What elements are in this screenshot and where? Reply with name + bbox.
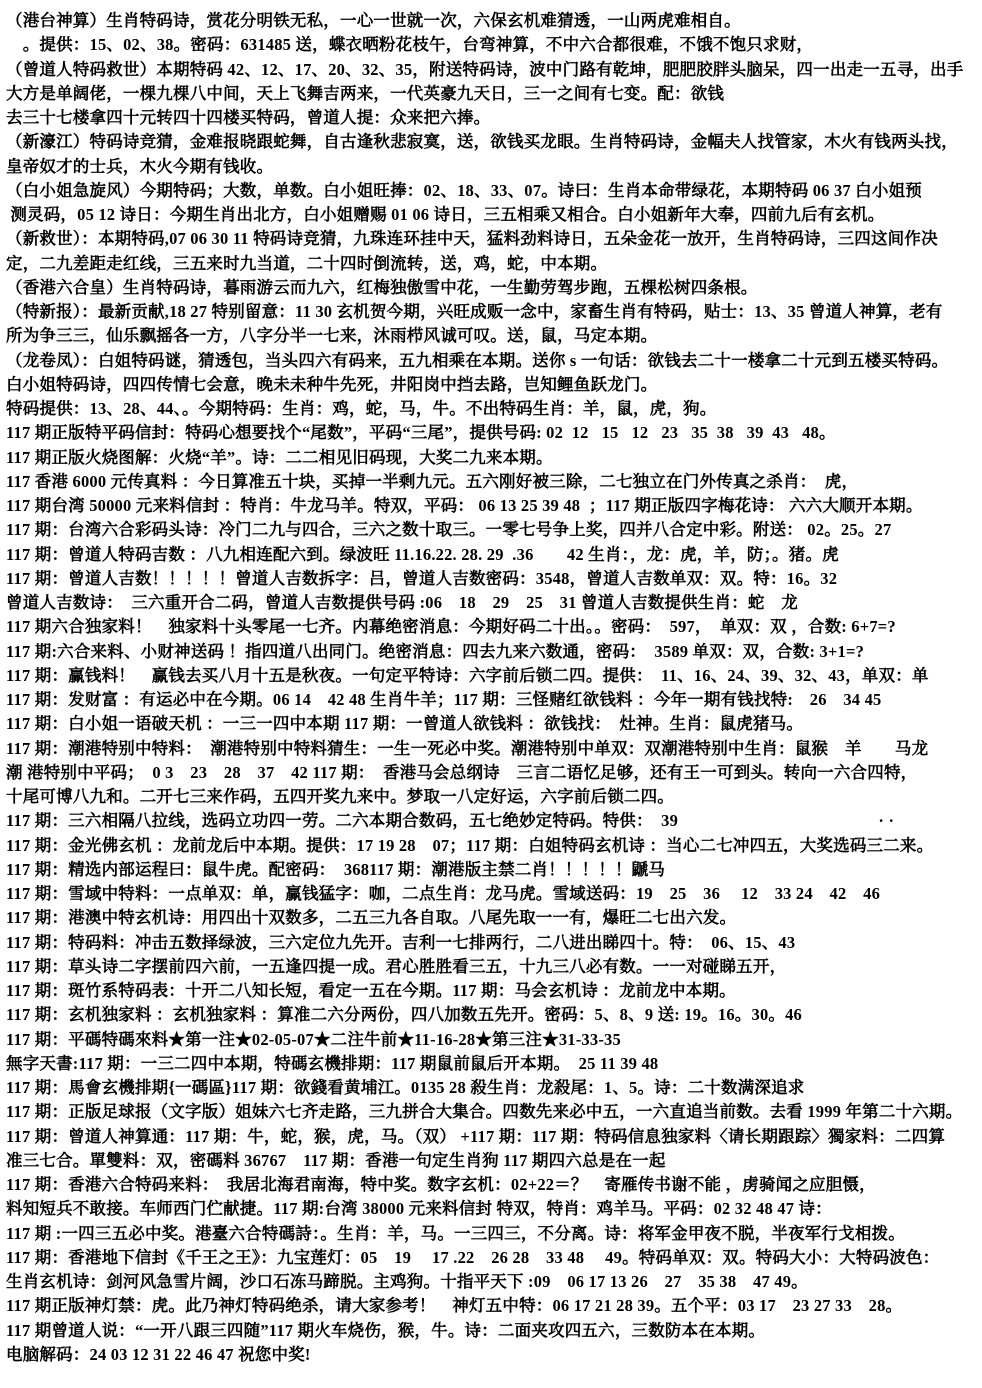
text-line: 定，二九差距走红线，三五来时九当道，二十四时倒流转，送，鸡，蛇，中本期。 (6, 253, 608, 273)
text-line: （特新报）：最新贡献,18 27 特别留意：11 30 玄机贺今期，兴旺成贩一念中，家畜生肖有特码，贴士：13、35 曾道人神算，老有 (6, 302, 943, 321)
computer-decode-line: 电脑解码：24 03 12 31 22 46 47 祝您中奖! (6, 1344, 311, 1364)
text-line: 117 期：曾道人神算通：117 期：牛，蛇，猴，虎，马。（双） +117 期：117 期：特码信息独家料〈请长期跟踪〉獨家料：二四算 (6, 1126, 946, 1146)
text-line: 117 期 :一四三五必中奖。港臺六合特碼詩：。生肖：羊，马。一三四三，不分离。诗：将军金甲夜不脱，半夜军行戈相拨。 (6, 1223, 905, 1243)
text-line: （龙卷凤）：白姐特码谜，猜透包，当头四六有码来，五九相乘在本期。送你 s 一句话：欲钱去二十一楼拿二十元到五楼买特码。 (6, 350, 949, 370)
text-line: 117 期曾道人说：“一开八跟三四随”117 期火车烧伤，猴，牛。诗：二面夹攻四五六，三数防本在本期。 (6, 1320, 766, 1340)
text-line: 無字天書:117 期：一三二四中本期，特碼玄機排期：117 期鼠前鼠后开本期。 25 11 39 48 (6, 1053, 659, 1073)
text-line: 117 期：潮港特别中特料： 潮港特别中特料猜生：一生一死必中奖。潮港特别中单双：双潮港特别中生肖：鼠猴 羊 马龙 (6, 738, 929, 758)
text-line: 117 期正版神灯禁：虎。此乃神灯特码绝杀，请大家参考！ 神灯五中特：06 17 21 28 39。五个平：03 17 23 27 33 28。 (6, 1296, 903, 1316)
text-line: 117 期：台湾六合彩码头诗：冷门二九与四合，三六之数十取三。一零七号争上奖，四并八合定中彩。附送： 02。25。27 (6, 520, 892, 540)
text-line: 生肖玄机诗：剑河风急雪片阔，沙口石冻马蹄脱。主鸡狗。十指平天下 :09 06 17 13 26 27 35 38 47 49。 (6, 1272, 808, 1291)
text-line: 117 期正版火烧图解：火烧“羊”。诗：二二相见旧码现，大奖二九来本期。 (6, 447, 553, 467)
text-line: （港台神算）生肖特码诗，赏花分明铁无私，一心一世就一次，六保玄机难猜透，一山两虎难相自。 (6, 11, 741, 30)
text-line: 117 期：雪域中特料：一点单双：单，赢钱猛字：咖，二点生肖：龙马虎。雪域送码：19 25 36 12 33 24 42 46 (6, 884, 881, 903)
text-line: 大方是单阔佬，一棵九棵八中间，天上飞舞吉两来，一代英豪九天日，三一之间有七变。配：欲钱 (6, 83, 725, 103)
text-line: 所为争三三，仙乐飘摇各一方，八字分半一七来，沐雨栉风诚可叹。送，鼠，马定本期。 (6, 326, 658, 346)
text-line: 117 香港 6000 元传真料 ：今日算准五十块，买掉一半剩九元。五六刚好被三除，二七独立在门外传真之杀肖： 虎， (6, 471, 859, 491)
text-line: 117 期：玄机独家料 ：玄机独家料 ：算准二六分两份，四八加数五先开。密码：5、8、9 送: 19。16。30。46 (6, 1005, 803, 1025)
text-line: （新濠江）特码诗竞猜，金难报晓跟蛇舞，自古逢秋悲寂寞，送，欲钱买龙眼。生肖特码诗，金幅夫人找管家，木火有钱两头找， (6, 132, 958, 152)
text-line: 117 期：特码料：冲击五数择绿波，三六定位九先开。吉利一七排两行，二八进出睇四十。特： 06、15、43 (6, 932, 796, 952)
text-line: 117 期：赢钱料！ 赢钱去买八月十五是秋夜。一句定平特诗：六字前后锁二四。提供： 11、16、24、39、32、43，单双：单 (6, 665, 929, 685)
text-line: 117 期：斑竹系特码表：十开二八知长短，看定一五在今期。117 期：马会玄机诗 ：龙前龙中本期。 (6, 981, 736, 1000)
text-line: 117 期：精选内部运程曰：鼠牛虎。配密码： 368117 期：潮港版主禁二肖！！！！！鼶马 (6, 859, 666, 879)
text-line: 。提供：15、02、38。密码：631485 送，蝶衣晒粉花枝午，台弯神算，不中六合都很难，不饿不饱只求财， (6, 35, 814, 55)
text-line: 117 期：香港地下信封《千王之王》：九宝莲灯：05 19 17 .22 26 28 33 48 49。特码单双：双。特码大小：大特码波色： (6, 1247, 940, 1267)
text-line: 117 期：白小姐一语破天机 ：一三一四中本期 117 期：一曾道人欲钱料 ：欲钱找： 灶神。生肖：鼠虎猪马。 (6, 714, 804, 734)
text-line: 117 期：金光佛玄机 ：龙前龙后中本期。提供：17 19 28 07；117 期：白姐特码玄机诗 ：当心二七冲四五，大奖选码三二来。 (6, 835, 934, 855)
text-line: 117 期：曾道人特码吉数 ：八九相连配六到。绿波旺 11.16.22. 28. 29 .36 42 生肖：，龙：虎，羊，防；。猪。虎 (6, 544, 839, 564)
text-line: 测灵码，05 12 诗日：今期生肖出北方，白小姐赠赐 01 06 诗日，三五相乘又相合。白小姐新年大奉，四前九后有玄机。 (6, 205, 885, 224)
text-line: 117 期：发财富 ：有运必中在今期。06 14 42 48 生肖牛羊；117 期：三怪赌红欲钱料 ：今年一期有钱找特: 26 34 45 (6, 690, 882, 709)
text-line: 117 期：三六相隔八拉线，选码立功四一劳。二六本期合数码，五七绝妙定特码。特供： 39 · · (6, 811, 895, 831)
text-line: 白小姐特码诗，四四传情七会意，晚未未种牛先死，井阳岗中挡去路，岂知鲤鱼跃龙门。 (6, 374, 658, 394)
text-line: 117 期：曾道人吉数！！！！！曾道人吉数拆字：吕，曾道人吉数密码：3548，曾道人吉数单双：双。特：16。32 (6, 568, 838, 588)
text-line: （新救世）：本期特码,07 06 30 11 特码诗竞猜，九珠连环挂中天，猛料劲料诗日，五朵金花一放开，生肖特码诗，三四这间作决 (6, 229, 938, 249)
text-line: 料知短兵不敢接。车师西门伫献捷。117 期:台湾 38000 元来料信封 特双，特肖：鸡羊马。平码：02 32 48 47 诗： (6, 1199, 832, 1219)
text-line: 117 期：平碼特碼來料★第一注★02-05-07★二注牛前★11-16-28★第三注★31-33-35 (6, 1029, 621, 1049)
text-line: 皇帝奴才的士兵，木火今期有钱收。 (6, 156, 274, 176)
text-line: （香港六合皇）生肖特码诗，暮雨游云而九六，红梅独傲雪中花，一生勤劳驾步跑，五棵松树四条根。 (6, 277, 758, 297)
text-line: 117 期正版特平码信封：特码心想要找个“尾数”，平码“三尾”，提供号码: 02 12 15 12 23 35 38 39 43 48。 (6, 423, 836, 443)
text-line: 潮 港特别中平码； 0 3 23 28 37 42 117 期： 香港马会总纲诗 三言二语忆足够，还有王一可到头。转向一六合四特， (6, 762, 918, 782)
text-line: 117 期：馬會玄機排期{一碼區}117 期：欲錢看黄埔江。0135 28 殺生肖：龙殺尾：1、5。诗：二十数满深追求 (6, 1078, 805, 1097)
text-line: 117 期：港澳中特玄机诗：用四出十双数多，二五三九各自取。八尾先取一一有，爆旺二七出六发。 (6, 908, 737, 928)
text-line: 117 期：正版足球报（文字版）姐妹六七齐走路，三九拼合大集合。四数先来必中五，一六直追当前数。去看 1999 年第二十六期。 (6, 1102, 963, 1122)
text-line: 特码提供：13、28、44、。今期特码：生肖：鸡，蛇，马，牛。不出特码生肖：羊，鼠，虎，狗。 (6, 399, 717, 418)
text-line: 117 期台湾 50000 元来料信封 ：特肖：牛龙马羊。特双，平码： 06 13 25 39 48 ；117 期正版四字梅花诗： 六六大顺开本期。 (6, 496, 923, 515)
text-line: 117 期：香港六合特码来料： 我居北海君南海，特中奖。数字玄机：02+22＝？ 寄雁传书谢不能 ，虏骑闻之应胆慑， (6, 1175, 876, 1194)
text-line: 117 期：草头诗二字摆前四六前，一五逢四提一成。君心胜胜看三五，十九三八必有数。一一对碰睇五开， (6, 956, 787, 976)
text-line: 曾道人吉数诗： 三六重开合二码，曾道人吉数提供号码 :06 18 29 25 31 曾道人吉数提供生肖：蛇 龙 (6, 593, 798, 612)
text-line: 117 期:六合来料、小财神送码 ！指四道八出同门。绝密消息：四去九来六数通，密码： 3589 单双：双，合数: 3+1=? (6, 641, 865, 661)
text-line: （白小姐急旋风）今期特码；大数，单数。白小姐旺捧：02、18、33、07。诗曰：生肖本命带绿花，本期特码 06 37 白小姐预 (6, 180, 922, 200)
text-line: 去三十七楼拿四十元转四十四楼买特码，曾道人提：众来把六捧。 (6, 108, 491, 127)
text-line: 准三七合。單雙料：双，密碼料 36767 117 期：香港一句定生肖狗 117 期四六总是在一起 (6, 1150, 666, 1170)
text-line: （曾道人特码救世）本期特码 42、12、17、20、32、35，附送特码诗，波中门路有乾坤，肥肥胶胖头脑呆，四一出走一五寻，出手 (6, 59, 964, 79)
text-line: 117 期六合独家料！ 独家料十头零尾一七齐。内幕绝密消息：今期好码二十出。。密码： 597， 单双：双 ，合数: 6+7=? (6, 617, 896, 637)
text-line: 十尾可博八九和。二开七三来作码，五四开奖九来中。梦取一八定好运，六字前后锁二四。 (6, 787, 674, 806)
